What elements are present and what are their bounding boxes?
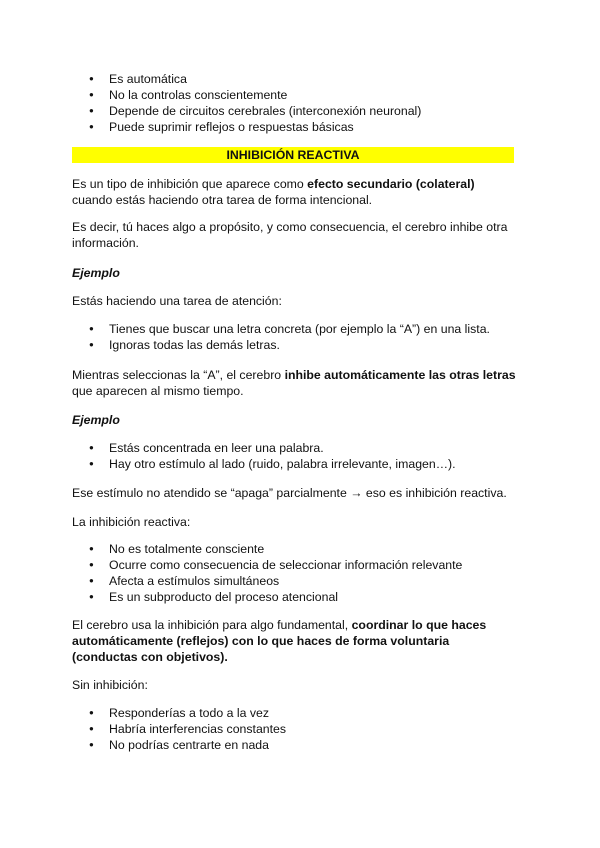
summary-paragraph: El cerebro usa la inhibición para algo fundamental, coordinar lo que haces automáticamente (reflejos) con lo que haces de forma voluntaria (conductas con objetivos). [72,618,487,664]
explanation-paragraph: Es decir, tú haces algo a propósito, y como consecuencia, el cerebro inhibe otra información. [72,220,508,250]
list-item: ● Estás concentrada en leer una palabra. [72,440,516,456]
list-item: ● Depende de circuitos cerebrales (interconexión neuronal) [72,103,516,119]
list-item: ● Ocurre como consecuencia de seleccionar información relevante [72,557,516,573]
example-list [72,440,516,472]
list-item: ● No es totalmente consciente [72,541,516,557]
section-heading: INHIBICIÓN REACTIVA [72,147,514,163]
example-heading: Ejemplo [72,413,120,427]
list-item: ● Puede suprimir reflejos o respuestas básicas [72,119,516,135]
list-item: ● Ignoras todas las demás letras. [72,337,516,353]
list-intro: La inhibición reactiva: [72,515,191,529]
list-item: ● Es automática [72,71,516,87]
definition-paragraph: Es un tipo de inhibición que aparece como efecto secundario (colateral) cuando estás haciendo otra tarea de forma intencional. [72,177,475,207]
consequences-list [72,705,516,753]
example-intro: Estás haciendo una tarea de atención: [72,294,282,308]
conclusion-paragraph: Ese estímulo no atendido se “apaga” parcialmente → eso es inhibición reactiva. [72,486,507,500]
list-item: ● Tienes que buscar una letra concreta (por ejemplo la “A”) en una lista. [72,321,516,337]
list-item: ● No podrías centrarte en nada [72,737,516,753]
list-item: ● Habría interferencias constantes [72,721,516,737]
list-intro: Sin inhibición: [72,678,148,692]
list-item: ● Responderías a todo a la vez [72,705,516,721]
example-list [72,321,516,353]
list-item: ● Afecta a estímulos simultáneos [72,573,516,589]
list-item: ● No la controlas conscientemente [72,87,516,103]
example-heading: Ejemplo [72,266,120,280]
list-item: ● Es un subproducto del proceso atencional [72,589,516,605]
example-explanation: Mientras seleccionas la “A”, el cerebro inhibe automáticamente las otras letras que aparecen al mismo tiempo. [72,368,516,398]
characteristics-list [72,541,516,605]
features-list [72,71,516,135]
list-item: ● Hay otro estímulo al lado (ruido, palabra irrelevante, imagen…). [72,456,516,472]
